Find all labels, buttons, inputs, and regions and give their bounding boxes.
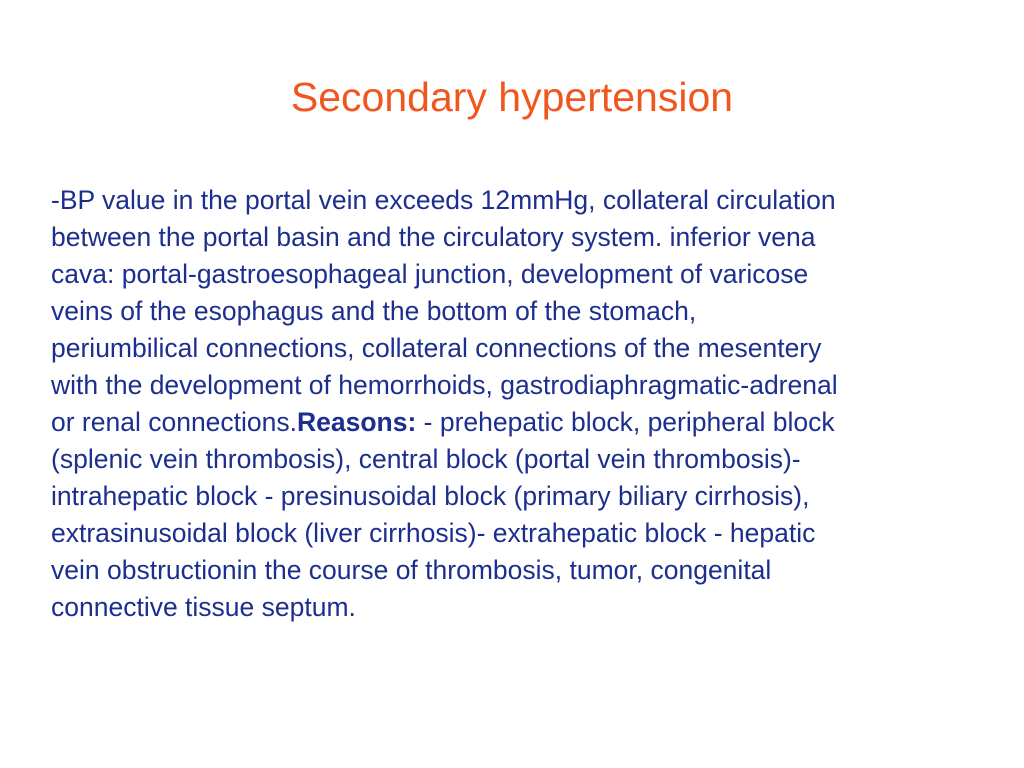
body-line: (splenic vein thrombosis), central block (portal vein thrombosis)- [51,444,801,474]
body-line: intrahepatic block - presinusoidal block (primary biliary cirrhosis), [51,481,810,511]
body-line: extrasinusoidal block (liver cirrhosis)- extrahepatic block - hepatic [51,518,816,548]
body-line: periumbilical connections, collateral connections of the mesentery [51,333,822,363]
body-line: cava: portal-gastroesophageal junction, development of varicose [51,259,809,289]
body-line: vein obstructionin the course of thrombosis, tumor, congenital [51,555,772,585]
slide-body [51,182,981,626]
reasons-label: Reasons: [297,407,417,437]
body-line: with the development of hemorrhoids, gastrodiaphragmatic-adrenal [51,370,838,400]
body-line: veins of the esophagus and the bottom of the stomach, [51,296,697,326]
slide-title: Secondary hypertension [290,74,734,120]
body-line: -BP value in the portal vein exceeds 12mmHg, collateral circulation [51,185,836,215]
body-line-reasons [51,404,981,441]
body-line: connective tissue septum. [51,592,356,622]
body-line: between the portal basin and the circulatory system. inferior vena [51,222,816,252]
body-text-segment: - prehepatic block, peripheral block [416,407,835,437]
body-text-segment: or renal connections. [51,407,298,437]
